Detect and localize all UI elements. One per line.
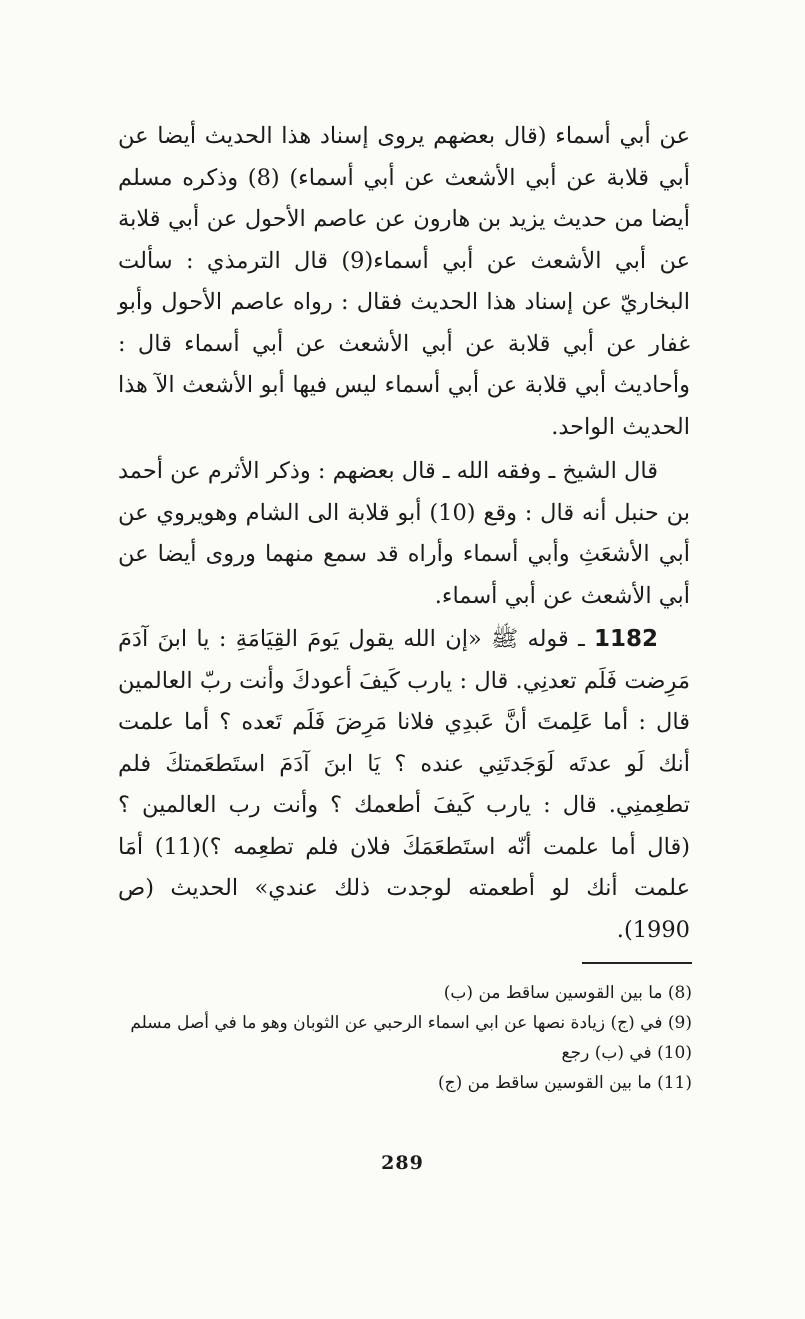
page-number: 289 — [381, 1152, 424, 1174]
paragraph-3-hadith — [118, 619, 690, 951]
footnote-11: (11) ما بين القوسين ساقط من (ج) — [438, 1073, 692, 1093]
hadith-number: 1182 — [593, 626, 658, 652]
footnotes — [118, 978, 692, 1098]
hadith-text: ـ قوله ﷺ «إن الله يقول يَومَ القِيَامَةِ : يا ابنَ آدَمَ مَرِضت فَلَم تعدنِي. قال : يارب كَيفَ أعودكَ وأنت ربّ العالمين قال : أما عَلِمتَ أنَّ عَبدِي فلانا مَرِضَ فَلَم تَعده ؟ أما علمت أنك لَو عدتَه لَوَجَدتَنِي عنده ؟ يَا ابنَ آدَمَ استَطعَمتكَ فلم تطعِمنِي. قال : يارب كَيفَ أطعمك ؟ وأنت رب العالمين ؟ (قال أما علمت أنّه استَطعَمَكَ فلان فلم تطعِمه ؟)(11) أمَا علمت أنك لو أطعمته لوجدت ذلك عندي» الحديث (ص 1990). — [118, 626, 690, 943]
footnote-divider — [582, 962, 692, 964]
footnote-9: (9) في (ج) زيادة نصها عن ابي اسماء الرحبي عن الثوبان وهو ما في أصل مسلم — [130, 1013, 692, 1033]
paragraph-2: قال الشيخ ـ وفقه الله ـ قال بعضهم : وذكر الأثرم عن أحمد بن حنبل أنه قال : وقع (10) أبو قلابة الى الشام وهويروي عن أبي الأشعَثِ وأبي أسماء وأراه قد سمع منهما وروى أيضا عن أبي الأشعث عن أبي أسماء. — [118, 458, 690, 609]
paragraph-1: عن أبي أسماء (قال بعضهم يروى إسناد هذا الحديث أيضا عن أبي قلابة عن أبي الأشعث عن أبي أسماء) (8) وذكره مسلم أيضا من حديث يزيد بن هارون عن عاصم الأحول عن أبي قلابة عن أبي الأشعث عن أبي أسماء(9) قال الترمذي : سألت البخاريّ عن إسناد هذا الحديث فقال : رواه عاصم الأحول وأبو غفار عن أبي قلابة عن أبي الأشعث عن أبي أسماء قال : وأحاديث أبي قلابة عن أبي أسماء ليس فيها أبو الأشعث الآ هذا الحديث الواحد. — [118, 123, 690, 440]
footnote-10: (10) في (ب) رجع — [561, 1043, 692, 1063]
footnote-8: (8) ما بين القوسين ساقط من (ب) — [443, 983, 692, 1003]
